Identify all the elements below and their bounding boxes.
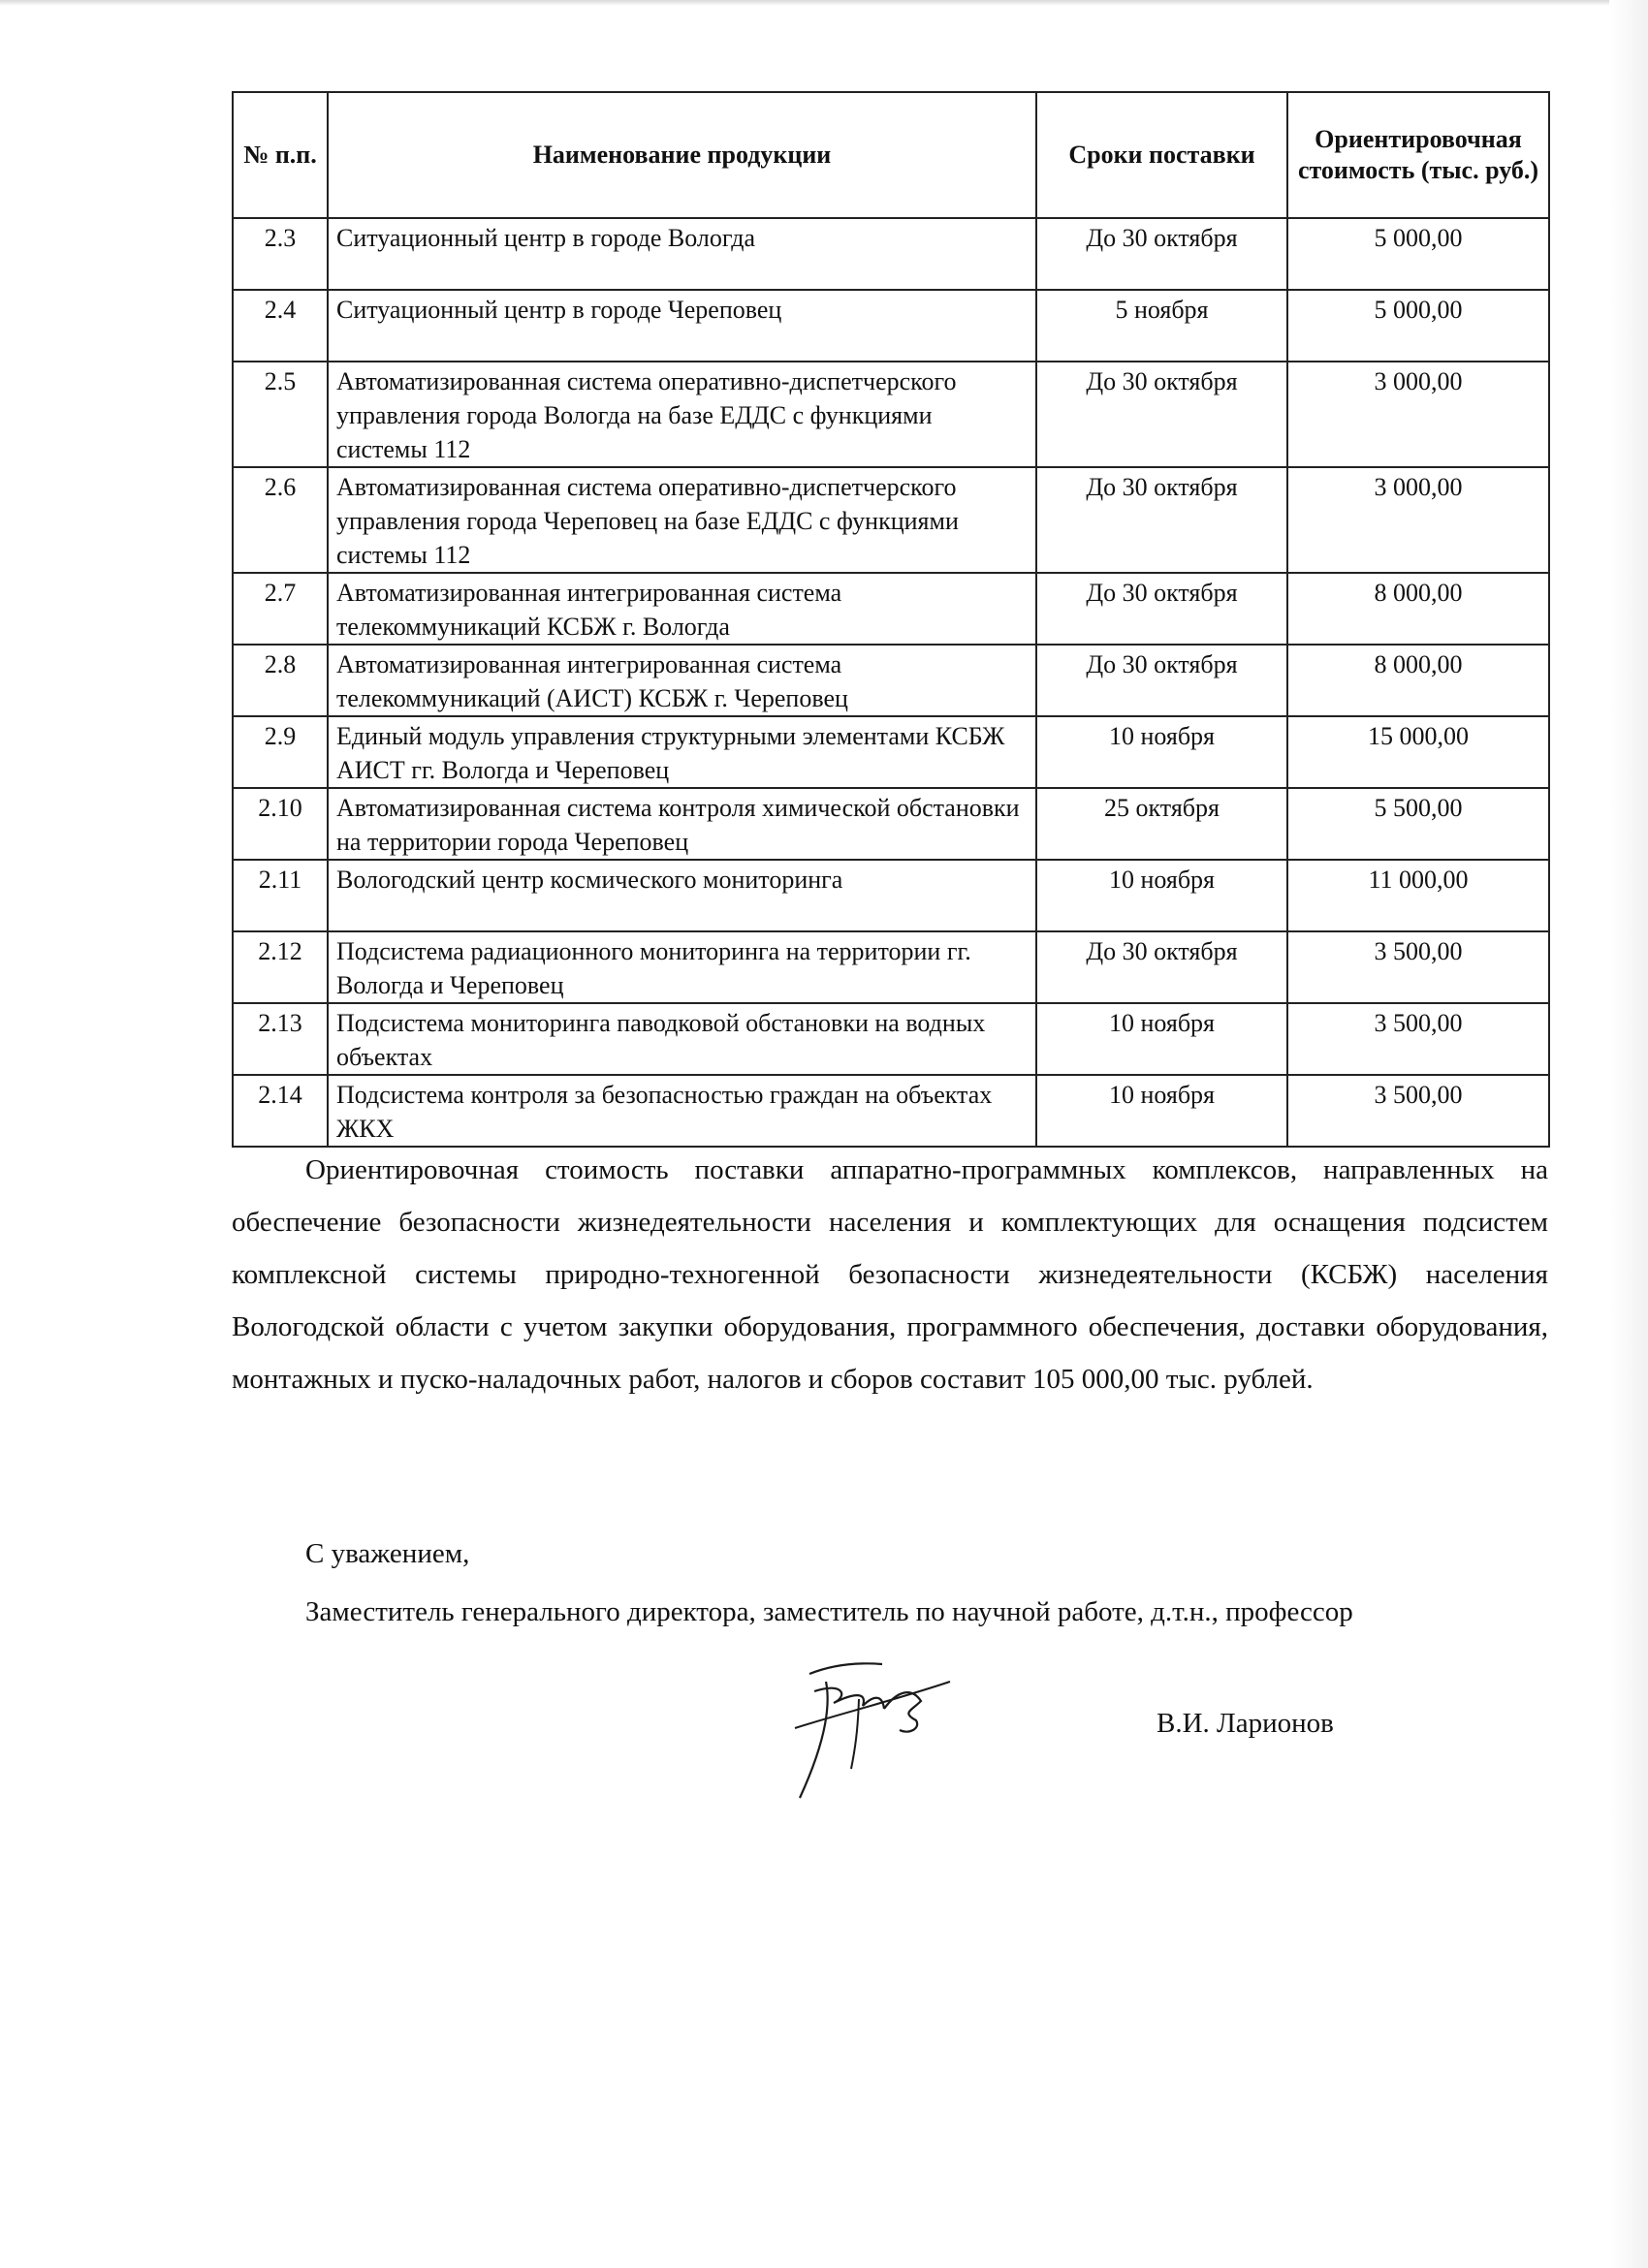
row-delivery-date: До 30 октября [1036,645,1287,716]
row-product-name: Подсистема контроля за безопасностью граждан на объектах ЖКХ [328,1075,1036,1147]
handwritten-signature [776,1653,960,1808]
row-product-name: Ситуационный центр в городе Вологда [328,218,1036,290]
scan-edge [0,0,1648,6]
row-number: 2.6 [233,467,328,573]
row-delivery-date: 25 октября [1036,788,1287,860]
row-number: 2.5 [233,362,328,467]
row-number: 2.14 [233,1075,328,1147]
row-number: 2.4 [233,290,328,362]
row-product-name: Автоматизированная система оперативно-диспетчерского управления города Вологда на базе ЕДДС с функциями системы 112 [328,362,1036,467]
row-cost: 3 000,00 [1287,362,1549,467]
row-delivery-date: 10 ноября [1036,1003,1287,1075]
row-cost: 11 000,00 [1287,860,1549,931]
row-cost: 3 500,00 [1287,931,1549,1003]
row-product-name: Автоматизированная система контроля химической обстановки на территории города Череповец [328,788,1036,860]
cost-paragraph: Ориентировочная стоимость поставки аппаратно-программных комплексов, направленных на обеспечение безопасности жизнедеятельности населения и комплектующих для оснащения подсистем комплексной системы природно-техногенной безопасности жизнедеятельности (КСБЖ) населения Вологодской области с учетом закупки оборудования, программного обеспечения, доставки оборудования, монтажных и пуско-наладочных работ, налогов и сборов составит 105 000,00 тыс. рублей. [232,1154,1548,1395]
row-cost: 3 500,00 [1287,1003,1549,1075]
row-delivery-date: До 30 октября [1036,573,1287,645]
header-num: № п.п. [233,92,328,218]
row-delivery-date: До 30 октября [1036,931,1287,1003]
table-row [233,218,1549,290]
closing-text: С уважением, [305,1538,470,1569]
row-cost: 3 500,00 [1287,1075,1549,1147]
row-cost: 8 000,00 [1287,573,1549,645]
table-header-row [233,92,1549,218]
row-number: 2.9 [233,716,328,788]
signer-name: В.И. Ларионов [1157,1708,1334,1739]
table-row [233,362,1549,467]
row-cost: 5 000,00 [1287,218,1549,290]
row-cost: 8 000,00 [1287,645,1549,716]
table-row [233,467,1549,573]
row-product-name: Единый модуль управления структурными элементами КСБЖ АИСТ гг. Вологда и Череповец [328,716,1036,788]
row-number: 2.3 [233,218,328,290]
header-date: Сроки поставки [1036,92,1287,218]
table-row [233,860,1549,931]
table-row [233,645,1549,716]
row-delivery-date: 10 ноября [1036,716,1287,788]
row-cost: 5 000,00 [1287,290,1549,362]
row-product-name: Подсистема радиационного мониторинга на территории гг. Вологда и Череповец [328,931,1036,1003]
row-product-name: Автоматизированная интегрированная система телекоммуникаций КСБЖ г. Вологда [328,573,1036,645]
row-delivery-date: 10 ноября [1036,860,1287,931]
row-number: 2.10 [233,788,328,860]
supply-table [232,91,1550,1148]
row-product-name: Ситуационный центр в городе Череповец [328,290,1036,362]
row-number: 2.8 [233,645,328,716]
table-row [233,1075,1549,1147]
row-cost: 3 000,00 [1287,467,1549,573]
header-cost: Ориентировочная стоимость (тыс. руб.) [1287,92,1549,218]
row-delivery-date: До 30 октября [1036,362,1287,467]
row-product-name: Автоматизированная система оперативно-диспетчерского управления города Череповец на базе ЕДДС с функциями системы 112 [328,467,1036,573]
row-number: 2.11 [233,860,328,931]
row-delivery-date: 10 ноября [1036,1075,1287,1147]
table-row [233,573,1549,645]
row-cost: 5 500,00 [1287,788,1549,860]
row-delivery-date: 5 ноября [1036,290,1287,362]
row-number: 2.7 [233,573,328,645]
table-row [233,716,1549,788]
row-product-name: Вологодский центр космического мониторинга [328,860,1036,931]
row-product-name: Подсистема мониторинга паводковой обстановки на водных объектах [328,1003,1036,1075]
row-delivery-date: До 30 октября [1036,218,1287,290]
table-row [233,788,1549,860]
row-product-name: Автоматизированная интегрированная система телекоммуникаций (АИСТ) КСБЖ г. Череповец [328,645,1036,716]
header-name: Наименование продукции [328,92,1036,218]
signer-position: Заместитель генерального директора, заместитель по научной работе, д.т.н., профессор [305,1596,1353,1627]
row-delivery-date: До 30 октября [1036,467,1287,573]
row-number: 2.13 [233,1003,328,1075]
table-body [233,218,1549,1147]
table-row [233,1003,1549,1075]
row-cost: 15 000,00 [1287,716,1549,788]
table-row [233,931,1549,1003]
scan-edge-right [1609,0,1648,2268]
row-number: 2.12 [233,931,328,1003]
table-row [233,290,1549,362]
